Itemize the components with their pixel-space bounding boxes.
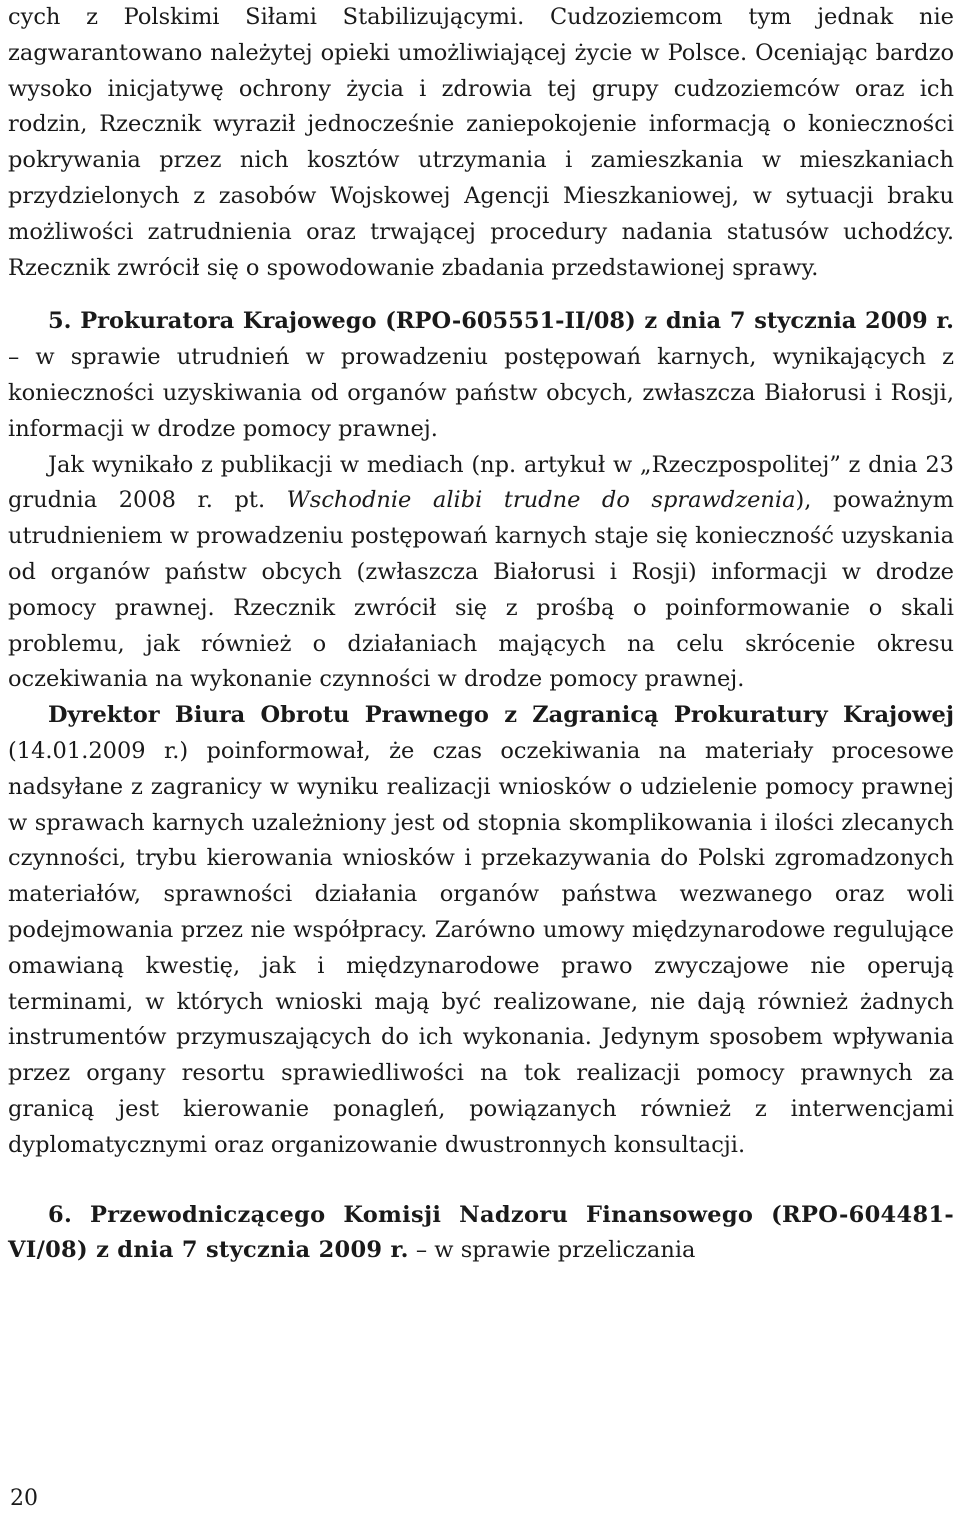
section-6-intro [8,1198,954,1270]
section-5-paragraph-3 [8,698,954,1163]
section-5-paragraph-2 [8,448,954,699]
spacer [8,1164,954,1198]
document-page [8,0,954,1269]
paragraph-text: Jak wynikało z publikacji w mediach (np. artykuł w „Rzeczpospolitej” z dnia 23 grudnia 2008 r. pt. [8,451,954,514]
section-5-intro [8,304,954,447]
section-6-heading: 6. Przewodniczącego Komisji Nadzoru Finansowego (RPO-604481-VI/08) z dnia 7 stycznia 2009 r. [8,1201,954,1264]
paragraph-continuation: cych z Polskimi Siłami Stabilizującymi. Cudzoziemcom tym jednak nie zagwarantowano należytej opieki umożliwiającej życie w Polsce. Oceniając bardzo wysoko inicjatywę ochrony życia i zdrowia tej grupy cudzoziemców oraz ich rodzin, Rzecznik wyraził jednocześnie zaniepokojenie informacją o konieczności pokrywania przez nich kosztów utrzymania i zamieszkania w mieszkaniach przydzielonych z zasobów Wojskowej Agencji Mieszkaniowej, w sytuacji braku możliwości zatrudnienia oraz trwającej procedury nadania statusów uchodźcy. Rzecznik zwrócił się o spowodowanie zbadania przedstawionej sprawy. [8,4,954,281]
page-number: 20 [10,1486,38,1511]
paragraph-text: (14.01.2009 r.) poinformował, że czas oczekiwania na materiały procesowe nadsyłane z zagranicy w wyniku realizacji wniosków o udzielenie pomocy prawnej w sprawach karnych uzależniony jest od stopnia skomplikowania i ilości zlecanych czynności, trybu kierowania wniosków i przekazywania do Polski zgromadzonych materiałów, sprawności działania organów państwa wezwanego oraz woli podejmowania przez nie współpracy. Zarówno umowy międzynarodowe regulujące omawianą kwestię, jak i międzynarodowe prawo zwyczajowe nie operują terminami, w których wnioski mają być realizowane, nie dają również żadnych instrumentów przymuszających do ich wykonania. Jedynym sposobem wpływania przez organy resortu sprawiedliwości na tok realizacji pomocy prawnych za granicą jest kierowanie ponagleń, powiązanych również z interwencjami dyplomatycznymi oraz organizowanie dwustronnych konsultacji. [8,737,954,1158]
section-6-subject: – w sprawie przeliczania [408,1237,696,1264]
section-5-subject: – w sprawie utrudnień w prowadzeniu postępowań karnych, wynikających z konieczności uzyskiwania od organów państw obcych, zwłaszcza Białorusi i Rosji, informacji w drodze pomocy prawnej. [8,344,954,442]
section-5-heading: 5. Prokuratora Krajowego (RPO-605551-II/08) z dnia 7 stycznia 2009 r. [48,308,954,335]
paragraph-text: ), poważnym utrudnieniem w prowadzeniu postępowań karnych staje się konieczność uzyskania od organów państw obcych (zwłaszcza Białorusi i Rosji) informacji w drodze pomocy prawnej. Rzecznik zwrócił się z prośbą o poinformowanie o skali problemu, jak również o działaniach mających na celu skrócenie okresu oczekiwania na wykonanie czynności w drodze pomocy prawnej. [8,487,954,693]
spacer [8,286,954,304]
respondent-name: Dyrektor Biura Obrotu Prawnego z Zagranicą Prokuratury Krajowej [48,702,954,729]
article-title: Wschodnie alibi trudne do sprawdzenia [286,487,796,514]
